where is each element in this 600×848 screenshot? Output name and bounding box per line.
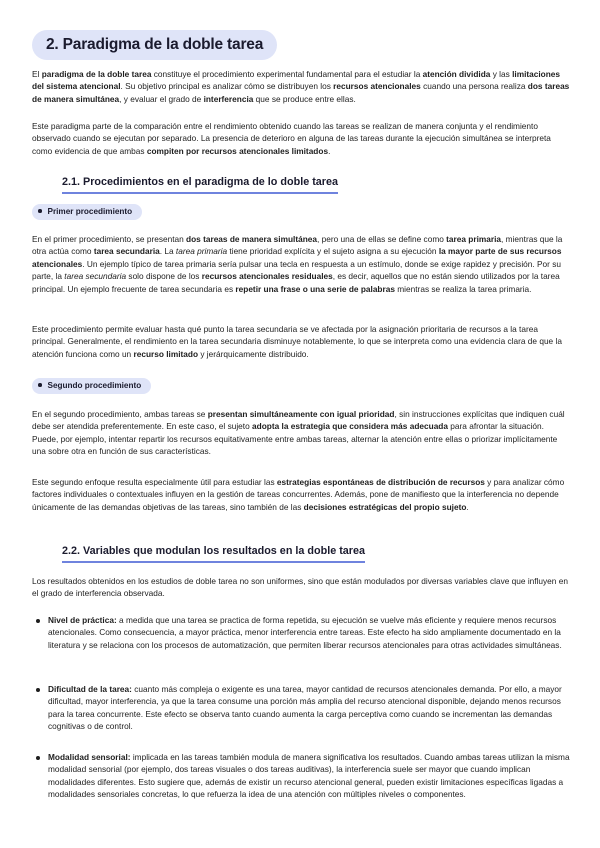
text-run: tiene prioridad explícita y el sujeto asigna a su ejecución [227, 246, 439, 257]
text-run: constituye el procedimiento experimental fundamental para el estudiar la [151, 69, 423, 79]
bold-text: la mayor parte de sus recursos atencionales [32, 246, 562, 269]
italic-text: tarea secundaria [64, 271, 127, 282]
bullet-dot-icon [38, 209, 42, 213]
bold-text: tarea secundaria [93, 246, 160, 257]
list-item-dificultad [48, 683, 572, 733]
bold-text: dos tareas de manera simultánea [32, 81, 570, 104]
pill-text: Segundo procedimiento [47, 381, 142, 390]
text-run: . Su objetivo principal es analizar cómo se distribuyen los [120, 81, 334, 92]
text-run: que se produce entre ellas. [253, 93, 356, 104]
primer-procedimiento-paragraph-2 [32, 323, 572, 360]
bold-text: adopta la estrategia que considera más adecuada [252, 421, 448, 432]
bold-text: atención dividida [422, 69, 491, 79]
text-run: a medida que una tarea se practica de forma repetida, su ejecución se vuelve más eficiente y requiere menos recursos atencionales. Como consecuencia, a mayor práctica, menor interferencia entre tareas. Este efecto ha sido ampliamente documentado en la literatura y se relaciona con los procesos de automatización, que permiten liberar recursos atencionales para otras actividades simultáneas. [48, 615, 562, 650]
text-run: y las [490, 69, 513, 79]
bold-text: tarea primaria [446, 234, 502, 244]
bold-text: decisiones estratégicas del propio sujeto [303, 501, 467, 512]
bold-text: interferencia [203, 93, 254, 104]
subsection-title-variables: 2.2. Variables que modulan los resultados en la doble tarea [62, 545, 365, 563]
bold-text: presentan simultáneamente con igual prioridad [207, 409, 395, 419]
text-run: En el primer procedimiento, se presentan [32, 234, 187, 244]
bold-text: recursos atencionales [333, 81, 421, 92]
text-run: , y evaluar el grado de [119, 93, 204, 104]
variables-intro-paragraph [32, 575, 572, 600]
primer-procedimiento-paragraph-1 [32, 233, 572, 295]
text-run: , sin instrucciones explícitas que indiquen cuál debe ser atendida preferentemente. En este caso, el sujeto [32, 409, 565, 432]
bold-text: dos tareas de manera simultánea [186, 234, 317, 244]
text-run: . [328, 145, 331, 156]
text-run: . Un ejemplo típico de tarea primaria sería pulsar una tecla en respuesta a un estímulo, donde se exige rapidez y precisión. Por su parte, la [32, 258, 561, 282]
text-run: implicada en las tareas también modula de manera significativa los resultados. Cuando ambas tareas utilizan la misma modalidad sensorial (por ejemplo, dos tareas visuales o dos tareas auditivas), la interferencia suele ser mayor que cuando implican modalidades diferentes. Esto sugiere que, además de existir un recurso atencional general, pueden existir limitaciones específicas ligadas a modalidades sensoriales concretas, lo que refuerza la idea de una atención con múltiples niveles o componentes. [48, 752, 570, 800]
label-primer-procedimiento [32, 204, 142, 220]
text-run: y para analizar cómo factores individuales o contextuales influyen en la gestión de tareas concurrentes. Además, pone de manifiesto que la interferencia no depende únicamente de las demandas objetivas de las tareas, sino también de las [32, 477, 565, 512]
text-run: mientras se realiza la tarea primaria. [394, 283, 532, 294]
intro-paragraph-1 [32, 68, 572, 105]
text-run: . [466, 501, 469, 512]
text-run: El [32, 69, 42, 79]
bold-text: Dificultad de la tarea: [48, 684, 132, 694]
label-segundo-procedimiento [32, 378, 151, 394]
text-run: . La [159, 246, 176, 257]
bullet-icon [36, 756, 40, 760]
intro-paragraph-2 [32, 120, 572, 157]
text-run: y jerárquicamente distribuido. [198, 348, 309, 359]
pill-text: Primer procedimiento [47, 207, 133, 216]
bold-text: recurso limitado [133, 348, 199, 359]
bullet-icon [36, 688, 40, 692]
text-run: , es decir, aquellos que no están siendo utilizados por la tarea principal. Un ejemplo frecuente de tarea secundaria es [32, 271, 560, 294]
text-run: Este segundo enfoque resulta especialmente útil para estudiar las [32, 477, 277, 487]
bold-text: paradigma de la doble tarea [41, 69, 152, 79]
list-item-nivel-practica [48, 614, 572, 651]
list-item-modalidad [48, 751, 572, 801]
bold-text: recursos atencionales residuales [201, 271, 333, 282]
text-run: Este procedimiento permite evaluar hasta qué punto la tarea secundaria se ve afectada por la asignación prioritaria de recursos a la tarea principal. Generalmente, el rendimiento en la tarea secundaria disminuye notablemente, lo que se interpreta como una evidencia clara de que la atención funciona como un [32, 324, 562, 359]
text-run: , pero una de ellas se define como [317, 234, 447, 244]
text-run: solo dispone de los [126, 271, 202, 282]
bold-text: Nivel de práctica: [48, 615, 117, 625]
bullet-icon [36, 619, 40, 623]
segundo-procedimiento-paragraph-1 [32, 408, 572, 458]
bold-text: compiten por recursos atencionales limitados [146, 145, 329, 156]
bold-text: Modalidad sensorial: [48, 752, 131, 762]
bold-text: estrategias espontáneas de distribución de recursos [276, 477, 485, 487]
section-title: 2. Paradigma de la doble tarea [32, 30, 277, 60]
text-run: Los resultados obtenidos en los estudios de doble tarea no son uniformes, sino que están modulados por diversas variables clave que influyen en el grado de interferencia observada. [32, 576, 568, 599]
text-run: En el segundo procedimiento, ambas tareas se [32, 409, 208, 419]
subsection-title-procedimientos: 2.1. Procedimientos en el paradigma de lo doble tarea [62, 176, 338, 194]
text-run: para afrontar la situación. Puede, por ejemplo, intentar repartir los recursos equitativamente entre ambas tareas, alternar la atención entre ellas o priorizar implícitamente una sobre otra en función de sus características. [32, 421, 558, 457]
bold-text: limitaciones del sistema atencional [32, 69, 561, 92]
segundo-procedimiento-paragraph-2 [32, 476, 572, 513]
bold-text: repetir una frase o una serie de palabras [235, 283, 395, 294]
text-run: , mientras que la otra actúa como [32, 234, 563, 257]
text-run: Este paradigma parte de la comparación entre el rendimiento obtenido cuando las tareas se realizan de manera conjunta y el rendimiento observado cuando se ejecutan por separado. La presencia de deterioro en alguna de las tareas durante la ejecución simultánea se interpreta como evidencia de que ambas [32, 121, 551, 156]
bullet-dot-icon [38, 383, 42, 387]
text-run: cuando una persona realiza [420, 81, 528, 92]
text-run: cuanto más compleja o exigente es una tarea, mayor cantidad de recursos atencionales demanda. Por ello, a mayor dificultad, mayor interferencia, ya que la tarea consume una porción más amplia del recurso atencional disponible, dejando menos recursos para la tarea concurrente. Este efecto se observa tanto cuando aumenta la carga perceptiva como cuando se incrementan las demandas cognitivas o de control. [48, 684, 562, 732]
italic-text: tarea primaria [175, 246, 228, 257]
